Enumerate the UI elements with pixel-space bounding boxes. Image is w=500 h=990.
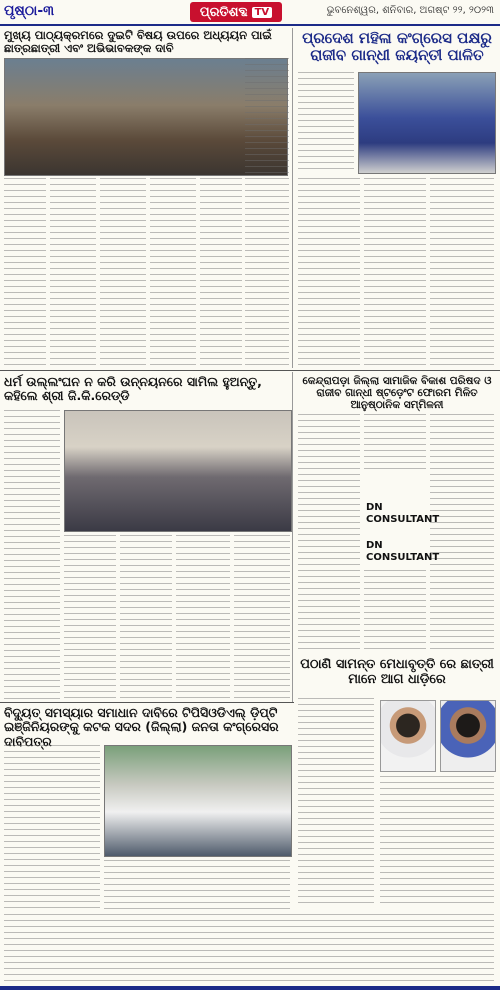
article2-text bbox=[430, 178, 494, 366]
logo-text: ପ୍ରତିଶବ୍ଦ bbox=[199, 4, 248, 20]
article3-text bbox=[4, 410, 60, 700]
article5-text bbox=[4, 745, 100, 910]
newspaper-logo bbox=[190, 2, 282, 22]
article2-photo bbox=[358, 72, 496, 174]
masthead-rule bbox=[0, 24, 500, 26]
ad-line: DN bbox=[366, 502, 383, 513]
article4-text bbox=[298, 414, 360, 654]
column-divider bbox=[292, 28, 293, 368]
article3-headline: ଧର୍ମ ଉଲ୍ଲଂଘନ ନ କରି ଉନ୍ନୟନରେ ସାମିଲ ହୁଅନ୍ତୁ, କହିଲେ ଶ୍ରୀ ଜି.କି.ରେଡ୍ଡି bbox=[4, 374, 262, 404]
consultant-ad bbox=[364, 478, 440, 654]
ad-line: CONSULTANT bbox=[366, 552, 440, 563]
article6-text bbox=[380, 776, 494, 908]
page-number: ପୃଷ୍ଠା-୩ bbox=[4, 3, 55, 19]
article4-text bbox=[364, 414, 426, 474]
article2-text bbox=[298, 72, 354, 172]
ad-line: DN bbox=[366, 540, 383, 551]
article1-text bbox=[245, 58, 289, 368]
article5-headline: ବିଦ୍ୟୁତ୍ ସମସ୍ୟାର ସମାଧାନ ଦାବିରେ ଟିପିସିଓଡିଏଲ୍ ଡ଼ିପ୍ଟି ଇଞ୍ଜିନିୟରଙ୍କୁ କଟକ ସଦର (ଜିଲ୍ଲା) ଜନତା କଂଗ୍ରେସର ଦାବିପତ୍ର bbox=[4, 705, 279, 749]
masthead bbox=[0, 0, 500, 26]
article2-text bbox=[364, 178, 426, 366]
student-portrait bbox=[380, 700, 436, 772]
article1-text bbox=[200, 178, 242, 368]
footer-bar bbox=[0, 986, 500, 990]
article4-text bbox=[430, 414, 494, 654]
article4-text bbox=[364, 570, 426, 654]
article1-text bbox=[150, 178, 196, 368]
ad-line: CONSULTANT bbox=[366, 514, 440, 525]
article2-text bbox=[298, 178, 360, 366]
section-rule bbox=[0, 702, 294, 703]
column-divider bbox=[292, 372, 293, 702]
article1-headline: ମୁଖ୍ୟ ପାଠ୍ୟକ୍ରମରେ ଦୁଇଟି ବିଷୟ ଉପରେ ଅଧ୍ୟୟନ ପାଇଁ ଛାତ୍ରଛାତ୍ରୀ ଏବଂ ଅଭିଭାବକଙ୍କ ଦାବି bbox=[4, 28, 272, 56]
tv-badge: TV bbox=[252, 7, 273, 18]
article3-text bbox=[234, 535, 290, 700]
article3-text bbox=[176, 535, 230, 700]
article2-headline: ପ୍ରଦେଶ ମହିଳା କଂଗ୍ରେସ ପକ୍ଷରୁ ରାଜୀବ ଗାନ୍ଧୀ ଜୟନ୍ତୀ ପାଳିତ bbox=[302, 29, 492, 65]
article3-text bbox=[120, 535, 172, 700]
article4-headline: କେନ୍ଦ୍ରାପଡ଼ା ଜିଲ୍ଲା ସାମାଜିକ ବିକାଶ ପରିଷଦ ଓ ରାଜୀବ ଗାନ୍ଧୀ ଷ୍ଟଡ଼େଂଟ ଫୋରମ ମିଳିତ ଆନୁଷ୍ଠାନିକ ସମ୍ମିଳନୀ bbox=[302, 375, 492, 412]
student-portrait bbox=[440, 700, 496, 772]
article5-photo bbox=[104, 745, 292, 857]
article3-photo bbox=[64, 410, 292, 532]
article3-text bbox=[64, 535, 116, 700]
dateline: ଭୁବନେଶ୍ୱର, ଶନିବାର, ଅଗଷ୍ଟ ୨୨, ୨୦୨୩ bbox=[326, 5, 494, 16]
article1-text bbox=[50, 178, 96, 368]
article1-text bbox=[100, 178, 146, 368]
section-rule bbox=[0, 370, 500, 371]
article6-headline: ପଠାଣି ସାମନ୍ତ ମେଧାବୃତ୍ତି ରେ ଛାତ୍ରୀ ମାନେ ଆଗ ଧାଡ଼ିରେ bbox=[300, 657, 494, 687]
article5-text bbox=[4, 914, 494, 984]
article6-text bbox=[298, 698, 374, 908]
article1-text bbox=[4, 178, 46, 368]
article5-text bbox=[104, 860, 290, 910]
